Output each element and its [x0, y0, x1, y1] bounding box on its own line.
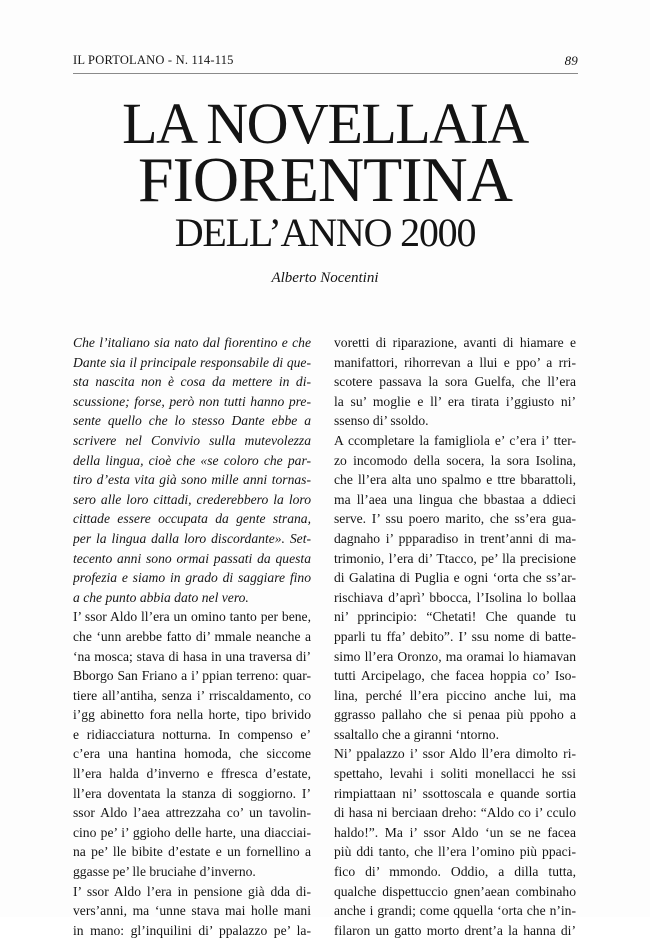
text-line: ggrasso pallaho che si penaa più ppoho a: [334, 707, 576, 723]
text-line: lina, perché ll’era piccino anche lui, ma: [334, 687, 576, 703]
text-line: Bborgo San Friano a i’ ppian terreno: quar-: [73, 668, 311, 684]
text-line: I’ ssor Aldo l’era in pensione già dda di-: [73, 883, 311, 899]
text-line: zo incomodo della socera, la sora Isolina,: [334, 452, 576, 468]
text-line: haldo!”. Ma i’ ssor Aldo ‘un se ne facea: [334, 824, 576, 840]
text-line: a che punto abbia dato nel vero.: [73, 589, 249, 605]
title-line-1: LA NOVELLAIA: [122, 91, 528, 156]
text-line: della lingua, cioè che «se coloro che par-: [73, 452, 311, 468]
text-line: ll’era doventata la stanza di soggiorno. I’: [73, 785, 311, 801]
text-line: voretti di riparazione, avanti di hiamare e: [334, 335, 576, 350]
text-line: rimpiattaan ni’ ssottoscala e quande sortia: [334, 785, 576, 801]
running-head: [73, 53, 578, 71]
text-line: manifattori, rihorrevan a llui e ppo’ a rri-: [334, 354, 576, 370]
text-line: na pe’ lle bibite d’estate e un fornellino a: [73, 844, 311, 860]
text-line: I’ ssor Aldo ll’era un omino tanto per bene,: [73, 609, 311, 625]
text-line: A ccompletare la famigliola e’ c’era i’ tter-: [334, 432, 576, 448]
text-line: ll’era halda d’inverno e ffresca d’estate,: [73, 766, 311, 782]
text-line: tiere all’antiha, senza i’ rriscaldamento, co: [73, 687, 311, 703]
header-rule: [73, 73, 578, 74]
text-line: Ni’ ppalazzo i’ ssor Aldo ll’era dimolto ri-: [334, 746, 576, 762]
text-line: per la lingua dalla loro discordante». Set-: [73, 530, 311, 546]
journal-title: IL PORTOLANO - N. 114-115: [73, 53, 234, 67]
text-line: cittade essere occupata da gente strana,: [73, 511, 311, 527]
text-line: i’gg abinetto fora nella horte, tipo brivido: [73, 707, 311, 723]
text-line: in mano: gl’inquilini di’ ppalazzo pe’ la-: [73, 922, 311, 938]
text-line: sente quello che lo stesso Dante ebbe a: [73, 413, 311, 429]
page-number: 89: [564, 53, 578, 68]
text-line: che ‘unn arebbe fatto di’ mmale neanche a: [73, 628, 311, 644]
text-line: più ddi tanto, che ll’era l’omino più ppaci-: [334, 844, 576, 860]
text-line: sta nascita non è cosa da mettere in di-: [73, 374, 311, 390]
intro-paragraph: [73, 333, 311, 607]
right-column: [334, 333, 576, 940]
text-line: scussione; forse, però non tutti hanno pre-: [73, 393, 311, 409]
text-line: e ridiacciatura notturna. In compenso e’: [73, 726, 311, 742]
text-line: cino pe’ i’ ggioho delle harte, una diacciai-: [73, 824, 311, 840]
text-line: tiro d’esta vita già sono mille anni tornas-: [73, 472, 311, 488]
text-line: di hasa ni berciaan dreho: “Aldo co i’ cculo: [334, 805, 576, 821]
text-line: Che l’italiano sia nato dal fiorentino e che: [73, 335, 311, 350]
text-line: ma ll’aea una lingua che bbastaa a ddieci: [334, 491, 576, 507]
text-line: di Galatina di Puglia e ogni ‘orta che ss’ar-: [334, 570, 576, 586]
text-line: Dante sia il principale responsabile di que-: [73, 354, 311, 370]
text-line: profezia e siamo in grado di saggiare fino: [73, 570, 311, 586]
text-line: vers’anni, ma ‘unne stava mai holle mani: [73, 903, 311, 919]
text-line: la su’ moglie e ll’ era tirata i’ggiusto ni’: [334, 393, 576, 409]
title-line-3: DELL’ANNO 2000: [174, 210, 476, 255]
text-line: qualche dispettuccio gnen’aean combinaho: [334, 883, 576, 899]
text-line: tecento anni sono ormai passati da questa: [73, 550, 311, 566]
text-line: dagnaho i’ ppparadiso in trent’anni di ma-: [334, 530, 576, 546]
text-line: trimonio, l’era di’ Ttacco, pe’ lla precisione: [334, 550, 576, 566]
text-line: ssaltallo che a giranni ‘ntorno.: [334, 726, 499, 742]
text-line: simo ll’era Oronzo, ma oramai lo hiamavan: [334, 648, 576, 664]
title-line-2: FIORENTINA: [138, 144, 512, 215]
text-line: fico di’ mmondo. Oddio, a dilla tutta,: [334, 864, 576, 880]
text-line: filaron un gatto morto drent’a la hanna di’: [334, 922, 576, 938]
text-line: spettaho, levahi i soliti monellacci he ssi: [334, 766, 576, 782]
text-line: scrivere nel Convivio sulla mutevolezza: [73, 432, 311, 448]
text-line: scotere passava la sora Guelfa, che ll’era: [334, 374, 576, 390]
text-line: pparli tu ffa’ debito”. I’ ssu nome di batte-: [334, 628, 576, 644]
text-line: ggasse pe’ lle bruciahe d’inverno.: [73, 864, 256, 880]
text-line: serve. I’ ssu poero marito, che ss’era gua-: [334, 511, 576, 527]
text-line: rischiava d’aprì’ bbocca, l’Isolina lo bollaa: [334, 589, 576, 605]
text-line: ssor Aldo l’aea attrezzaha co’ un tavolin-: [73, 805, 311, 821]
text-line: sero alle loro cittadi, crederebbero la loro: [73, 491, 311, 507]
left-column: [73, 333, 311, 940]
text-line: ni’ pprincipio: “Chetati! Che quande tu: [334, 609, 576, 625]
body-paragraph-left: [73, 607, 311, 940]
author-name: Alberto Nocentini: [271, 270, 379, 286]
text-line: tutti Arcipelago, che facea hoppia co’ Iso-: [334, 668, 576, 684]
text-line: ‘na mosca; stava di hasa in una traversa di’: [73, 648, 311, 664]
text-line: ssenso di’ ssoldo.: [334, 413, 429, 429]
text-line: che ll’era alta uno spalmo e ttre bbarattoli,: [334, 472, 576, 488]
text-line: c’era una hantina homoda, che siccome: [73, 746, 311, 762]
text-line: anche i grandi; come qquella ‘orta che n’in-: [334, 903, 576, 919]
